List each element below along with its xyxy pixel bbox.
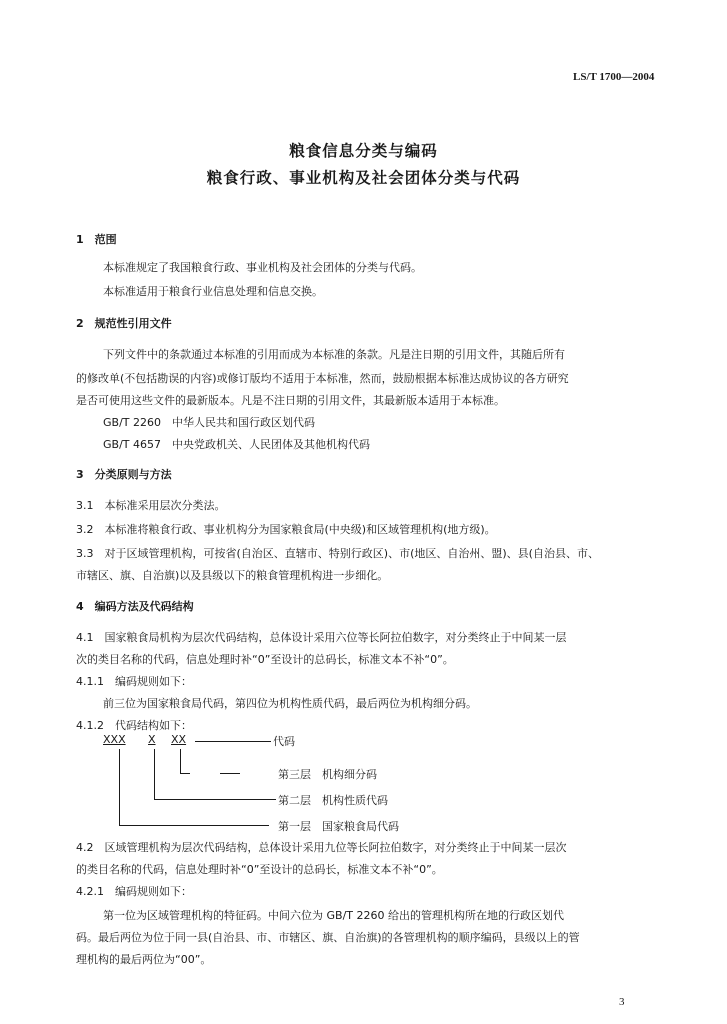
connector-level-1-vertical xyxy=(119,749,120,825)
code-segment-2: X xyxy=(148,733,156,746)
section-1-heading: 1 范围 xyxy=(76,233,117,246)
clause-4-1-1-heading: 4.1.1 编码规则如下： xyxy=(76,675,192,688)
section-2-heading: 2 规范性引用文件 xyxy=(76,317,172,330)
standard-number: LS/T 1700—2004 xyxy=(573,71,655,83)
clause-4-2-line-1: 4.2 区域管理机构为层次代码结构，总体设计采用九位等长阿拉伯数字，对分类终止于中间某一层次 xyxy=(76,841,567,854)
normative-reference-2: GB/T 4657 中央党政机关、人民团体及其他机构代码 xyxy=(103,438,370,451)
clause-4-1-line-1: 4.1 国家粮食局机构为层次代码结构，总体设计采用六位等长阿拉伯数字，对分类终止于中间某一层 xyxy=(76,631,567,644)
clause-4-2-line-2: 的类目名称的代码，信息处理时补“0”至设计的总码长，标准文本不补“0”。 xyxy=(76,863,443,876)
title-line-2: 粮食行政、事业机构及社会团体分类与代码 xyxy=(206,169,521,187)
section-4-heading: 4 编码方法及代码结构 xyxy=(76,600,194,613)
code-segment-1: XXX xyxy=(103,733,126,746)
clause-4-1-line-2: 次的类目名称的代码，信息处理时补“0”至设计的总码长，标准文本不补“0”。 xyxy=(76,653,454,666)
title-line-1: 粮食信息分类与编码 xyxy=(289,142,438,160)
connector-level-1-horizontal xyxy=(119,825,269,826)
diagram-level-2: 第二层 机构性质代码 xyxy=(278,794,388,807)
clause-3-1: 3.1 本标准采用层次分类法。 xyxy=(76,499,226,512)
clause-3-2: 3.2 本标准将粮食行政、事业机构分为国家粮食局(中央级)和区域管理机构(地方级)。 xyxy=(76,523,496,536)
clause-4-2-1-line-1: 第一位为区域管理机构的特征码。中间六位为 GB/T 2260 给出的管理机构所在地的行政区划代 xyxy=(103,909,564,922)
code-label: 代码 xyxy=(273,735,295,748)
section-1-paragraph-2: 本标准适用于粮食行业信息处理和信息交换。 xyxy=(103,285,323,298)
clause-4-1-1-body: 前三位为国家粮食局代码，第四位为机构性质代码，最后两位为机构细分码。 xyxy=(103,697,477,710)
normative-reference-1: GB/T 2260 中华人民共和国行政区划代码 xyxy=(103,416,315,429)
clause-3-3-line-1: 3.3 对于区域管理机构，可按省(自治区、直辖市、特别行政区)、市(地区、自治州、盟)、县(自治县、市、 xyxy=(76,547,599,560)
connector-level-3-dash-2 xyxy=(220,773,240,774)
code-segment-3: XX xyxy=(171,733,187,746)
diagram-level-3: 第三层 机构细分码 xyxy=(278,768,377,781)
clause-3-3-line-2: 市辖区、旗、自治旗)以及县级以下的粮食管理机构进一步细化。 xyxy=(76,569,389,582)
section-2-paragraph-line-2: 的修改单(不包括勘误的内容)或修订版均不适用于本标准，然而，鼓励根据本标准达成协议的各方研究 xyxy=(76,372,569,385)
section-1-paragraph-1: 本标准规定了我国粮食行政、事业机构及社会团体的分类与代码。 xyxy=(103,261,422,274)
section-2-paragraph-line-3: 是否可使用这些文件的最新版本。凡是不注日期的引用文件，其最新版本适用于本标准。 xyxy=(76,394,505,407)
connector-level-2-horizontal xyxy=(154,799,276,800)
section-3-heading: 3 分类原则与方法 xyxy=(76,468,172,481)
connector-level-2-vertical xyxy=(154,749,155,799)
diagram-level-1: 第一层 国家粮食局代码 xyxy=(278,820,399,833)
section-2-paragraph-line-1: 下列文件中的条款通过本标准的引用而成为本标准的条款。凡是注日期的引用文件，其随后所有 xyxy=(103,348,565,361)
connector-level-3-vertical xyxy=(180,749,181,773)
clause-4-2-1-heading: 4.2.1 编码规则如下： xyxy=(76,885,192,898)
code-leader-line xyxy=(195,741,271,742)
clause-4-2-1-line-2: 码。最后两位为位于同一县(自治县、市、市辖区、旗、自治旗)的各管理机构的顺序编码，县级以上的管 xyxy=(76,931,580,944)
connector-level-3-dash-1 xyxy=(180,773,190,774)
clause-4-1-2-heading: 4.1.2 代码结构如下： xyxy=(76,719,192,732)
clause-4-2-1-line-3: 理机构的最后两位为“00”。 xyxy=(76,953,212,966)
page-number: 3 xyxy=(619,996,625,1008)
